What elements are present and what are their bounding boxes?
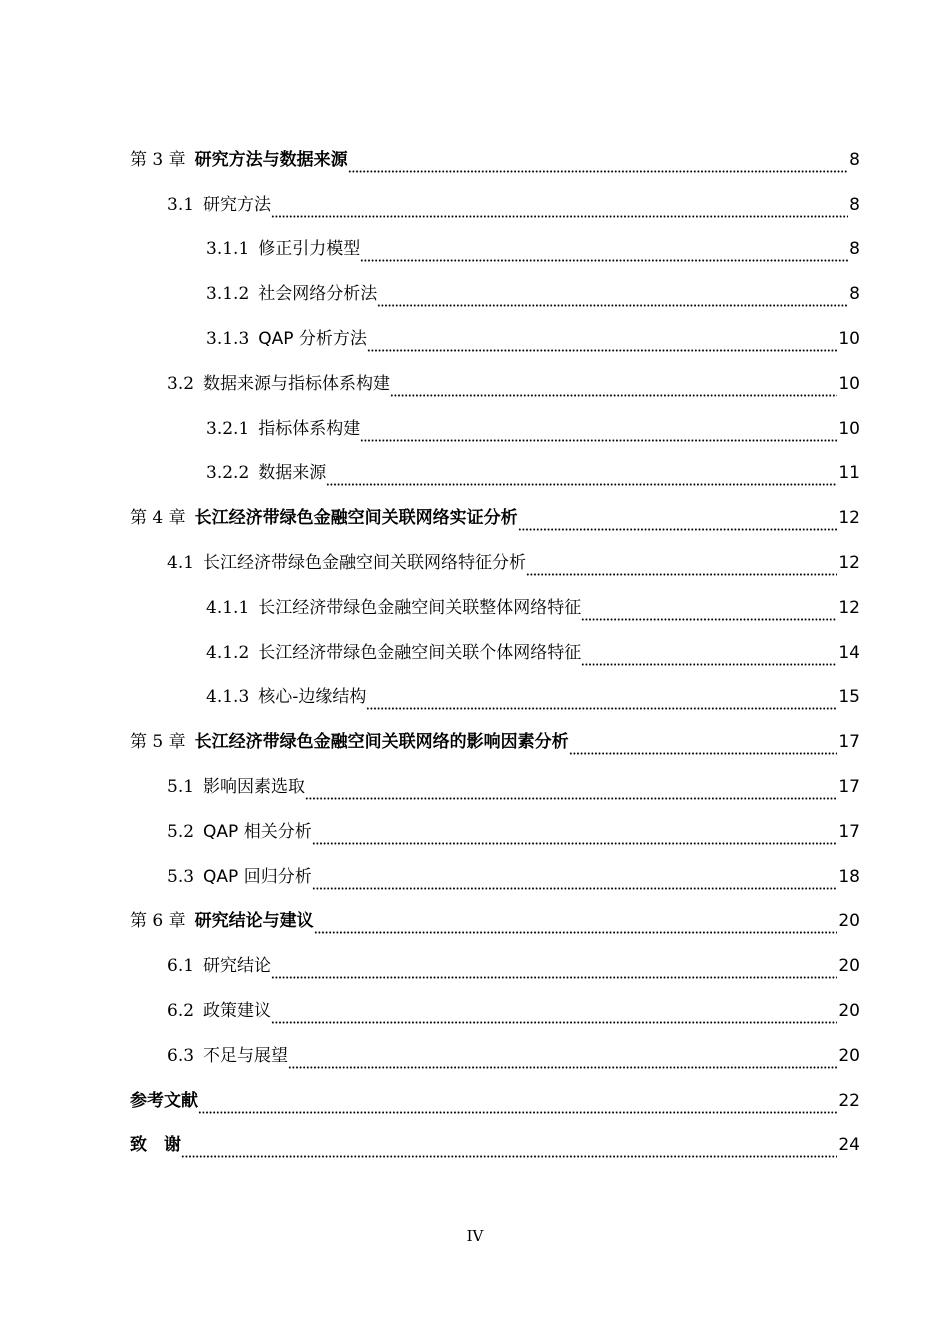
toc-entry[interactable]	[130, 625, 860, 670]
toc-dot-leader	[305, 784, 837, 804]
toc-entry-title: 长江经济带绿色金融空间关联网络特征分析	[203, 552, 527, 573]
toc-dot-leader	[312, 829, 838, 849]
toc-entry-page: 10	[838, 373, 860, 394]
toc-entry[interactable]	[130, 1118, 860, 1163]
toc-entry[interactable]	[130, 714, 860, 759]
toc-entry-title: QAP 回归分析	[203, 866, 312, 887]
toc-entry[interactable]	[130, 670, 860, 715]
toc-entry[interactable]	[130, 580, 860, 625]
toc-entry-number: 6.3	[167, 1045, 195, 1066]
toc-entry-page: 11	[838, 463, 860, 484]
toc-entry[interactable]	[130, 759, 860, 804]
toc-entry-number: 3.2.2	[206, 463, 250, 484]
toc-dot-leader	[314, 918, 838, 938]
toc-entry-title: 长江经济带绿色金融空间关联网络实证分析	[194, 508, 518, 529]
toc-entry-number: 第 5 章	[130, 732, 186, 753]
toc-entry-number: 第 4 章	[130, 508, 186, 529]
toc-entry-page: 20	[838, 1000, 860, 1021]
toc-entry-number: 6.1	[167, 956, 195, 977]
toc-entry-page: 12	[838, 597, 860, 618]
toc-entry-title: 核心-边缘结构	[258, 687, 367, 708]
toc-entry[interactable]	[130, 894, 860, 939]
toc-entry-title: 研究方法	[203, 194, 272, 215]
toc-entry[interactable]	[130, 1073, 860, 1118]
toc-entry-number: 第 3 章	[130, 149, 186, 170]
toc-entry[interactable]	[130, 222, 860, 267]
toc-entry-number: 6.2	[167, 1000, 195, 1021]
toc-entry-page: 8	[849, 149, 860, 170]
toc-entry-page: 15	[838, 687, 860, 708]
toc-dot-leader	[581, 605, 837, 625]
toc-entry-page: 20	[838, 911, 860, 932]
toc-dot-leader	[360, 246, 848, 266]
toc-entry-number: 5.2	[167, 821, 195, 842]
toc-entry[interactable]	[130, 983, 860, 1028]
toc-entry-title: QAP 相关分析	[203, 821, 312, 842]
toc-entry[interactable]	[130, 1028, 860, 1073]
toc-entry-title: 影响因素选取	[203, 776, 306, 797]
toc-entry-page: 8	[849, 284, 860, 305]
toc-entry[interactable]	[130, 446, 860, 491]
toc-entry-page: 8	[849, 239, 860, 260]
toc-entry-page: 24	[838, 1135, 860, 1156]
toc-entry[interactable]	[130, 938, 860, 983]
toc-dot-leader	[366, 694, 837, 714]
toc-entry-number: 4.1.3	[206, 687, 250, 708]
toc-entry-page: 17	[838, 776, 860, 797]
toc-dot-leader	[326, 470, 837, 490]
toc-dot-leader	[181, 1142, 837, 1162]
toc-entry-page: 17	[838, 732, 860, 753]
toc-entry-title: 长江经济带绿色金融空间关联个体网络特征	[258, 642, 582, 663]
toc-entry-number: 3.1.3	[206, 328, 250, 349]
toc-entry-title: 长江经济带绿色金融空间关联整体网络特征	[258, 597, 582, 618]
toc-entry-title: QAP 分析方法	[258, 328, 367, 349]
toc-dot-leader	[581, 650, 837, 670]
toc-entry-title: 数据来源	[258, 463, 327, 484]
toc-dot-leader	[526, 560, 837, 580]
toc-dot-leader	[377, 291, 848, 311]
toc-entry-title: 数据来源与指标体系构建	[203, 373, 391, 394]
toc-entry-title: 研究结论与建议	[194, 911, 314, 932]
toc-entry-number: 3.2	[167, 373, 195, 394]
toc-entry[interactable]	[130, 490, 860, 535]
toc-entry-title: 不足与展望	[203, 1045, 289, 1066]
toc-entry[interactable]	[130, 132, 860, 177]
toc-entry-title: 致 谢	[130, 1135, 181, 1156]
toc-dot-leader	[360, 426, 837, 446]
toc-entry-number: 4.1.1	[206, 597, 250, 618]
toc-dot-leader	[390, 381, 837, 401]
toc-entry-number: 5.1	[167, 776, 195, 797]
toc-entry-page: 8	[849, 194, 860, 215]
toc-dot-leader	[367, 336, 837, 356]
toc-dot-leader	[288, 1053, 837, 1073]
toc-entry-number: 3.1.2	[206, 284, 250, 305]
toc-entry-title: 社会网络分析法	[258, 284, 378, 305]
toc-entry-number: 第 6 章	[130, 911, 186, 932]
toc-dot-leader	[569, 739, 838, 759]
toc-dot-leader	[271, 1008, 837, 1028]
toc-entry[interactable]	[130, 356, 860, 401]
toc-entry-page: 17	[838, 821, 860, 842]
toc-entry-title: 修正引力模型	[258, 239, 361, 260]
toc-entry-number: 3.1.1	[206, 239, 250, 260]
toc-entry[interactable]	[130, 311, 860, 356]
page-number: IV	[466, 1227, 484, 1245]
toc-dot-leader	[518, 515, 838, 535]
toc-entry[interactable]	[130, 401, 860, 446]
toc-entry-page: 14	[838, 642, 860, 663]
toc-dot-leader	[348, 157, 849, 177]
table-of-contents	[130, 132, 860, 1162]
toc-entry-page: 22	[838, 1090, 860, 1111]
toc-entry-number: 4.1	[167, 552, 195, 573]
toc-entry[interactable]	[130, 177, 860, 222]
toc-entry-page: 18	[838, 866, 860, 887]
toc-dot-leader	[271, 202, 848, 222]
toc-dot-leader	[271, 963, 837, 983]
toc-entry-page: 12	[838, 552, 860, 573]
toc-entry[interactable]	[130, 266, 860, 311]
toc-entry-page: 12	[838, 508, 860, 529]
toc-entry-title: 研究方法与数据来源	[194, 149, 348, 170]
toc-entry-page: 20	[838, 1045, 860, 1066]
toc-entry-number: 3.2.1	[206, 418, 250, 439]
toc-entry[interactable]	[130, 804, 860, 849]
toc-entry-page: 10	[838, 328, 860, 349]
toc-entry-title: 参考文献	[130, 1090, 198, 1111]
toc-entry-number: 5.3	[167, 866, 195, 887]
toc-entry-page: 20	[838, 956, 860, 977]
toc-entry-number: 4.1.2	[206, 642, 250, 663]
toc-entry-title: 研究结论	[203, 956, 272, 977]
toc-entry-title: 指标体系构建	[258, 418, 361, 439]
toc-entry[interactable]	[130, 535, 860, 580]
toc-entry-title: 政策建议	[203, 1000, 272, 1021]
toc-dot-leader	[198, 1098, 837, 1118]
toc-entry-number: 3.1	[167, 194, 195, 215]
toc-dot-leader	[312, 874, 838, 894]
toc-entry[interactable]	[130, 849, 860, 894]
toc-entry-title: 长江经济带绿色金融空间关联网络的影响因素分析	[194, 732, 569, 753]
toc-entry-page: 10	[838, 418, 860, 439]
